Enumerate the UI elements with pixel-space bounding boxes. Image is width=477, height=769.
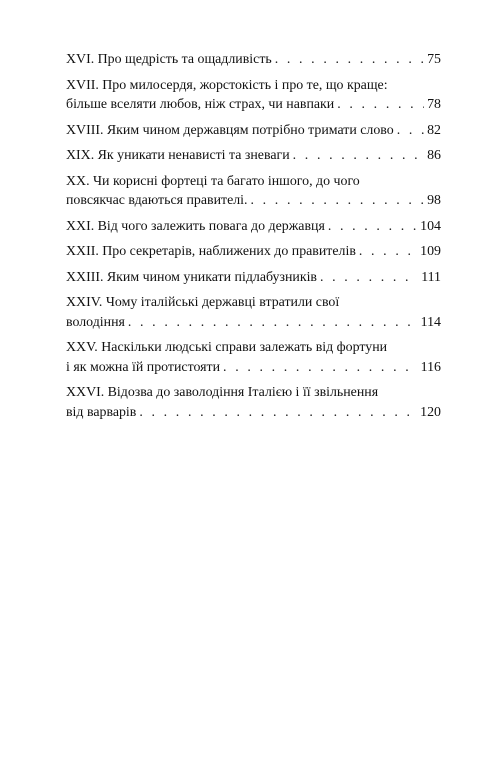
toc-entry-title: XVIII. Яким чином державцям потрібно тримати слово — [66, 122, 394, 138]
toc-page-number: 114 — [420, 314, 441, 330]
dot-leader — [320, 268, 418, 288]
toc-entry-title: XXI. Від чого залежить повага до державця — [66, 218, 325, 234]
dot-leader — [251, 191, 425, 211]
toc-entry — [66, 268, 441, 288]
toc-line — [66, 403, 441, 423]
toc-page-number: 104 — [420, 218, 441, 234]
toc-page-number: 82 — [427, 122, 441, 138]
toc-line — [66, 121, 441, 141]
toc-entry-title: XX. Чи корисні фортеці та багато іншого, до чого — [66, 173, 360, 189]
toc-line — [66, 383, 441, 403]
toc-entry — [66, 172, 441, 211]
toc-entry-title: XXIII. Яким чином уникати підлабузників — [66, 269, 317, 285]
table-of-contents — [66, 50, 441, 428]
toc-line — [66, 191, 441, 211]
dot-leader — [223, 358, 418, 378]
toc-line — [66, 293, 441, 313]
toc-entry-title-continued: і як можна їй протистояти — [66, 359, 221, 375]
toc-entry — [66, 242, 441, 262]
dot-leader — [359, 242, 417, 262]
toc-entry-title: XXIV. Чому італійські державці втратили свої — [66, 295, 340, 310]
toc-entry — [66, 50, 441, 70]
toc-line — [66, 358, 441, 378]
toc-line — [66, 95, 441, 115]
toc-line — [66, 268, 441, 288]
dot-leader — [337, 95, 424, 115]
dot-leader — [275, 50, 424, 70]
toc-line — [66, 242, 441, 262]
toc-entry-title-continued: більше вселяти любов, ніж страх, чи навпаки — [66, 97, 335, 112]
toc-page-number: 111 — [421, 269, 441, 285]
toc-entry-title-continued: повсякчас вдаються правителі. — [66, 193, 248, 208]
toc-page-number: 75 — [427, 52, 441, 67]
toc-line — [66, 217, 441, 237]
dot-leader — [128, 313, 418, 333]
toc-entry-title: XXII. Про секретарів, наближених до правителів — [66, 244, 356, 259]
toc-entry-title: XVII. Про милосердя, жорстокість і про те, що краще: — [66, 77, 388, 93]
toc-entry — [66, 383, 441, 422]
toc-entry — [66, 293, 441, 332]
toc-page-number: 116 — [420, 359, 441, 375]
toc-entry-title: XVI. Про щедрість та ощадливість — [66, 52, 272, 67]
toc-entry — [66, 338, 441, 377]
dot-leader — [328, 217, 417, 237]
toc-entry-title: XXV. Наскільки людські справи залежать від фортуни — [66, 340, 388, 355]
toc-page-number: 98 — [427, 193, 441, 208]
toc-line — [66, 313, 441, 333]
toc-line — [66, 338, 441, 358]
toc-line — [66, 146, 441, 166]
toc-line — [66, 50, 441, 70]
toc-entry — [66, 217, 441, 237]
toc-line — [66, 172, 441, 192]
toc-entry-title: XIX. Як уникати ненависті та зневаги — [66, 148, 290, 163]
toc-entry-title-continued: володіння — [66, 314, 125, 330]
toc-entry-title-continued: від варварів — [66, 404, 137, 420]
toc-entry-title: XXVI. Відозва до заволодіння Італією і її звільнення — [66, 385, 379, 400]
toc-entry — [66, 121, 441, 141]
toc-entry — [66, 146, 441, 166]
toc-entry — [66, 76, 441, 115]
toc-page-number: 109 — [420, 244, 441, 259]
dot-leader — [397, 121, 424, 141]
dot-leader — [139, 403, 417, 423]
toc-page-number: 120 — [420, 404, 441, 420]
toc-page-number: 86 — [427, 148, 441, 163]
toc-line — [66, 76, 441, 96]
dot-leader — [293, 146, 424, 166]
toc-page-number: 78 — [427, 97, 441, 112]
